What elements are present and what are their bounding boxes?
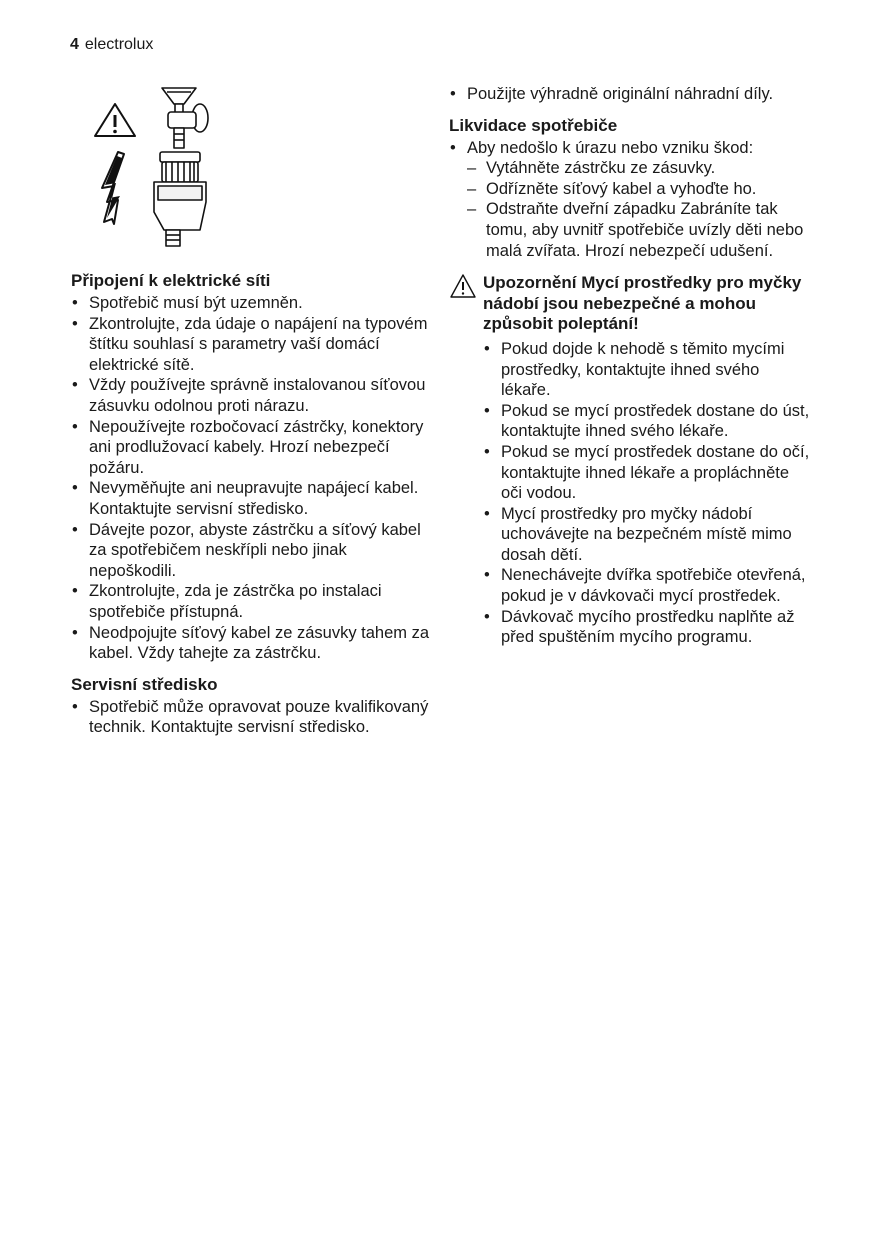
list-item: • Vždy používejte správně instalovanou síťovou zásuvku odolnou proti nárazu. bbox=[71, 375, 431, 416]
safety-illustration bbox=[88, 82, 228, 252]
brand-name: electrolux bbox=[84, 36, 154, 53]
electrical-heading: Připojení k elektrické síti bbox=[71, 271, 271, 290]
list-item: • Nevyměňujte ani neupravujte napájecí kabel. Kontaktujte servisní středisko. bbox=[71, 478, 431, 519]
electrical-section bbox=[71, 270, 431, 664]
list-item: • Mycí prostředky pro myčky nádobí uchovávejte na bezpečném místě mimo dosah dětí. bbox=[483, 504, 811, 566]
left-column bbox=[71, 270, 431, 748]
list-item: • Spotřebič musí být uzemněn. bbox=[71, 293, 431, 314]
list-item bbox=[449, 138, 811, 262]
page-header bbox=[70, 36, 153, 54]
list-item: • Pokud se mycí prostředek dostane do očí, kontaktujte ihned lékaře a propláchněte oči vodou. bbox=[483, 442, 811, 504]
list-item: • Zkontrolujte, zda je zástrčka po instalaci spotřebiče přístupná. bbox=[71, 581, 431, 622]
disposal-section bbox=[449, 115, 811, 262]
detergent-warning bbox=[449, 273, 811, 648]
list-item: • Použijte výhradně originální náhradní díly. bbox=[449, 84, 811, 105]
lightning-bolt-icon bbox=[102, 152, 124, 224]
list-item: • Nepoužívejte rozbočovací zástrčky, konektory ani prodlužovací kabely. Hrozí nebezpečí požáru. bbox=[71, 417, 431, 479]
list-item: • Neodpojujte síťový kabel ze zásuvky tahem za kabel. Vždy tahejte za zástrčku. bbox=[71, 623, 431, 664]
list-item: • Nenechávejte dvířka spotřebiče otevřená, pokud je v dávkovači mycí prostředek. bbox=[483, 565, 811, 606]
right-column bbox=[449, 84, 811, 648]
electrical-list bbox=[71, 293, 431, 664]
warning-triangle-icon bbox=[449, 273, 477, 299]
service-list bbox=[71, 697, 431, 738]
service-section bbox=[71, 674, 431, 738]
list-item: • Dávkovač mycího prostředku naplňte až před spuštěním mycího programu. bbox=[483, 607, 811, 648]
warning-triangle-icon bbox=[95, 104, 135, 136]
list-item: • Spotřebič může opravovat pouze kvalifikovaný technik. Kontaktujte servisní středisko. bbox=[71, 697, 431, 738]
list-item: • Zkontrolujte, zda údaje o napájení na typovém štítku souhlasí s parametry vaší domácí elektrické sítě. bbox=[71, 314, 431, 376]
list-item: – Odstraňte dveřní západku Zabráníte tak tomu, aby uvnitř spotřebiče uvízly děti nebo malá zvířata. Hrozí nebezpečí udušení. bbox=[467, 199, 811, 261]
page-number: 4 bbox=[70, 36, 79, 53]
list-item: • Pokud dojde k nehodě s těmito mycími prostředky, kontaktujte ihned svého lékaře. bbox=[483, 339, 811, 401]
water-tap-icon bbox=[162, 88, 208, 148]
service-heading: Servisní středisko bbox=[71, 674, 218, 694]
warning-title: Upozornění Mycí prostředky pro myčky nádobí jsou nebezpečné a mohou způsobit poleptání! bbox=[483, 273, 802, 334]
disposal-steps bbox=[467, 158, 811, 261]
disposal-intro: Aby nedošlo k úrazu nebo vzniku škod: bbox=[467, 138, 754, 157]
list-item: – Vytáhněte zástrčku ze zásuvky. bbox=[467, 158, 811, 179]
list-item: – Odřízněte síťový kabel a vyhoďte ho. bbox=[467, 179, 811, 200]
warning-list bbox=[483, 339, 811, 648]
parts-list bbox=[449, 84, 811, 105]
disposal-heading: Likvidace spotřebiče bbox=[449, 115, 618, 135]
parts-section bbox=[449, 84, 811, 105]
disposal-list bbox=[449, 138, 811, 262]
list-item: • Pokud se mycí prostředek dostane do úst, kontaktujte ihned svého lékaře. bbox=[483, 401, 811, 442]
inlet-valve-icon bbox=[154, 152, 206, 246]
list-item: • Dávejte pozor, abyste zástrčku a síťový kabel za spotřebičem neskřípli nebo jinak nepoškodili. bbox=[71, 520, 431, 582]
